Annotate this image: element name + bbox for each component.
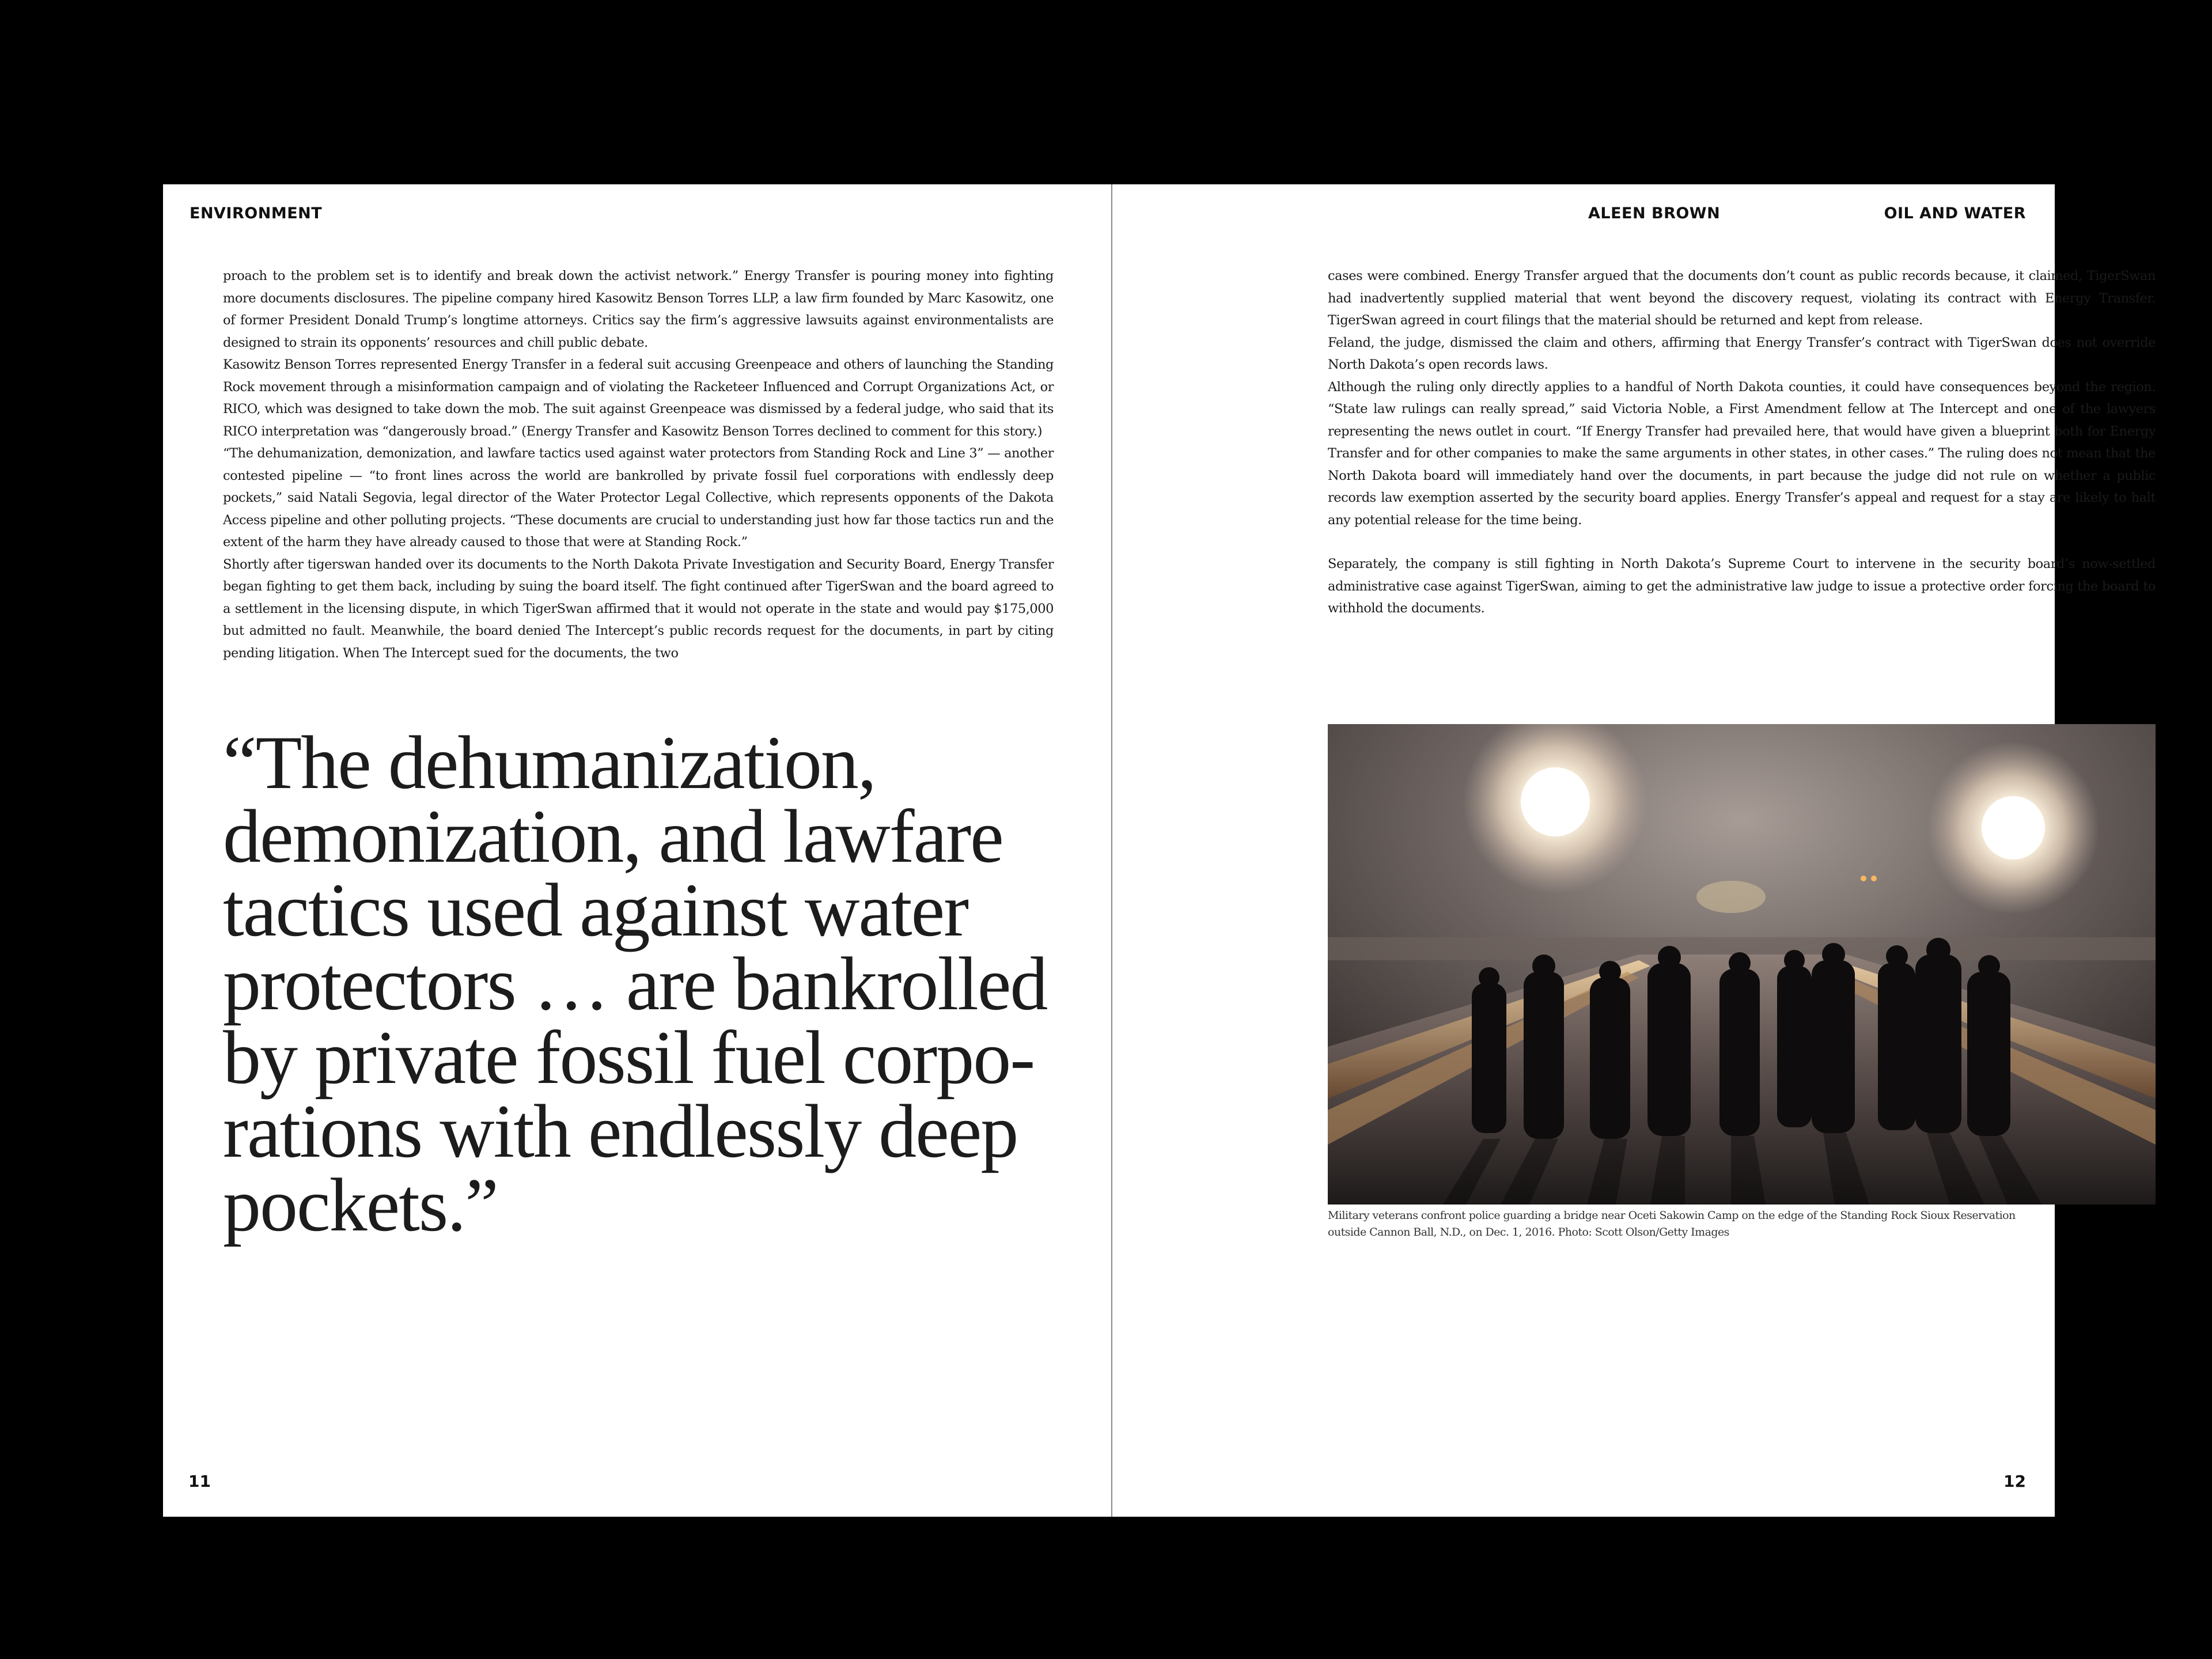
story-title: OIL AND WATER (1884, 204, 2026, 222)
pull-quote-line: demonization, and lawfare (223, 794, 1003, 878)
pull-quote-line: by private fossil fuel corpo- (223, 1015, 1035, 1100)
pull-quote (223, 720, 1075, 1247)
caption-line: Military veterans confront police guarding a bridge near Oceti Sakowin Camp on the edge of the Standing Rock Sioux Reservation (1328, 1209, 2016, 1222)
body-paragraph: proach to the problem set is to identify and break down the activist network.” Energy Transfer is pouring money into fighting more documents disclosures. The pipeline company hired Kasowitz Benson Torres LLP, a law firm founded by Marc Kasowitz, one of former President Donald Trump’s longtime attorneys. Critics say the firm’s aggressive lawsuits against environmentalists are designed to strain its opponents’ resources and chill public debate. (223, 268, 1054, 350)
bridge-protest-photo (1328, 724, 2156, 1205)
author-name: ALEEN BROWN (1588, 204, 1721, 222)
pull-quote-line: tactics used against water (223, 868, 968, 952)
pull-quote-line: protectors … are bankrolled (223, 941, 1047, 1026)
section-label: ENVIRONMENT (190, 204, 323, 222)
pull-quote-line: rations with endlessly deep (223, 1089, 1018, 1173)
photo-caption (1328, 1207, 2163, 1241)
left-page (163, 184, 1111, 1517)
body-paragraph: Separately, the company is still fighting in North Dakota’s Supreme Court to intervene in the security board’s now-settled administrative case against TigerSwan, aiming to get the administrative law judge to issue a protective order forcing the board to withhold the documents. (1328, 556, 2156, 616)
body-paragraph: Shortly after tigerswan handed over its documents to the North Dakota Private Investigation and Security Board, Energy Transfer began fighting to get them back, including by suing the board itself. The fight continued after TigerSwan and the board agreed to a settlement in the licensing dispute, in which TigerSwan affirmed that it would not operate in the state and would pay $175,000 but admitted no fault. Meanwhile, the board denied The Intercept’s public records request for the documents, in part by citing pending litigation. When The Intercept sued for the documents, the two (223, 556, 1054, 661)
pull-quote-line: “The dehumanization, (223, 720, 876, 805)
body-paragraph: Feland, the judge, dismissed the claim and others, affirming that Energy Transfer’s contract with TigerSwan does not override North Dakota’s open records laws. (1328, 335, 2156, 372)
body-paragraph: “The dehumanization, demonization, and lawfare tactics used against water protectors from Standing Rock and Line 3” — another contested pipeline — “to front lines across the world are bankrolled by private fossil fuel corporations with endlessly deep pockets,” said Natali Segovia, legal director of the Water Protector Legal Collective, which represents opponents of the Dakota Access pipeline and other polluting projects. “These documents are crucial to understanding just how far those tactics run and the extent of the harm they have already caused to those that were at Standing Rock.” (223, 446, 1054, 550)
body-paragraph: Kasowitz Benson Torres represented Energy Transfer in a federal suit accusing Greenpeace and others of launching the Standing Rock movement through a misinformation campaign and of violating the Racketeer Influenced and Corrupt Organizations Act, or RICO, which was designed to take down the mob. The suit against Greenpeace was dismissed by a federal judge, who said that its RICO interpretation was “dangerously broad.” (Energy Transfer and Kasowitz Benson Torres declined to comment for this story.) (223, 357, 1054, 439)
body-paragraph: Although the ruling only directly applies to a handful of North Dakota counties, it could have consequences beyond the region. “State law rulings can really spread,” said Victoria Noble, a First Amendment fellow at The Intercept and one of the lawyers representing the news outlet in court. “If Energy Transfer had prevailed here, that would have given a blueprint both for Energy Transfer and for other companies to make the same arguments in other states, in other cases.” The ruling does not mean that the North Dakota board will immediately hand over the documents, in part because the judge did not rule on whether a public records law exemption asserted by the security board applies. Energy Transfer’s appeal and request for a stay are likely to halt any potential release for the time being. (1328, 379, 2156, 528)
body-paragraph: cases were combined. Energy Transfer argued that the documents don’t count as public records because, it claimed, TigerSwan had inadvertently supplied material that went beyond the discovery request, violating its contract with Energy Transfer. TigerSwan agreed in court filings that the material should be returned and kept from release. (1328, 268, 2156, 328)
right-body-text (1328, 265, 2156, 620)
page-number-right: 12 (2003, 1472, 2026, 1491)
left-body-text (223, 265, 1054, 664)
page-number-left: 11 (188, 1472, 211, 1491)
right-page (1112, 184, 2156, 1517)
pull-quote-line: pockets.” (223, 1162, 498, 1247)
caption-line: outside Cannon Ball, N.D., on Dec. 1, 2016. Photo: Scott Olson/Getty Images (1328, 1226, 1729, 1238)
magazine-spread (163, 184, 2156, 1517)
